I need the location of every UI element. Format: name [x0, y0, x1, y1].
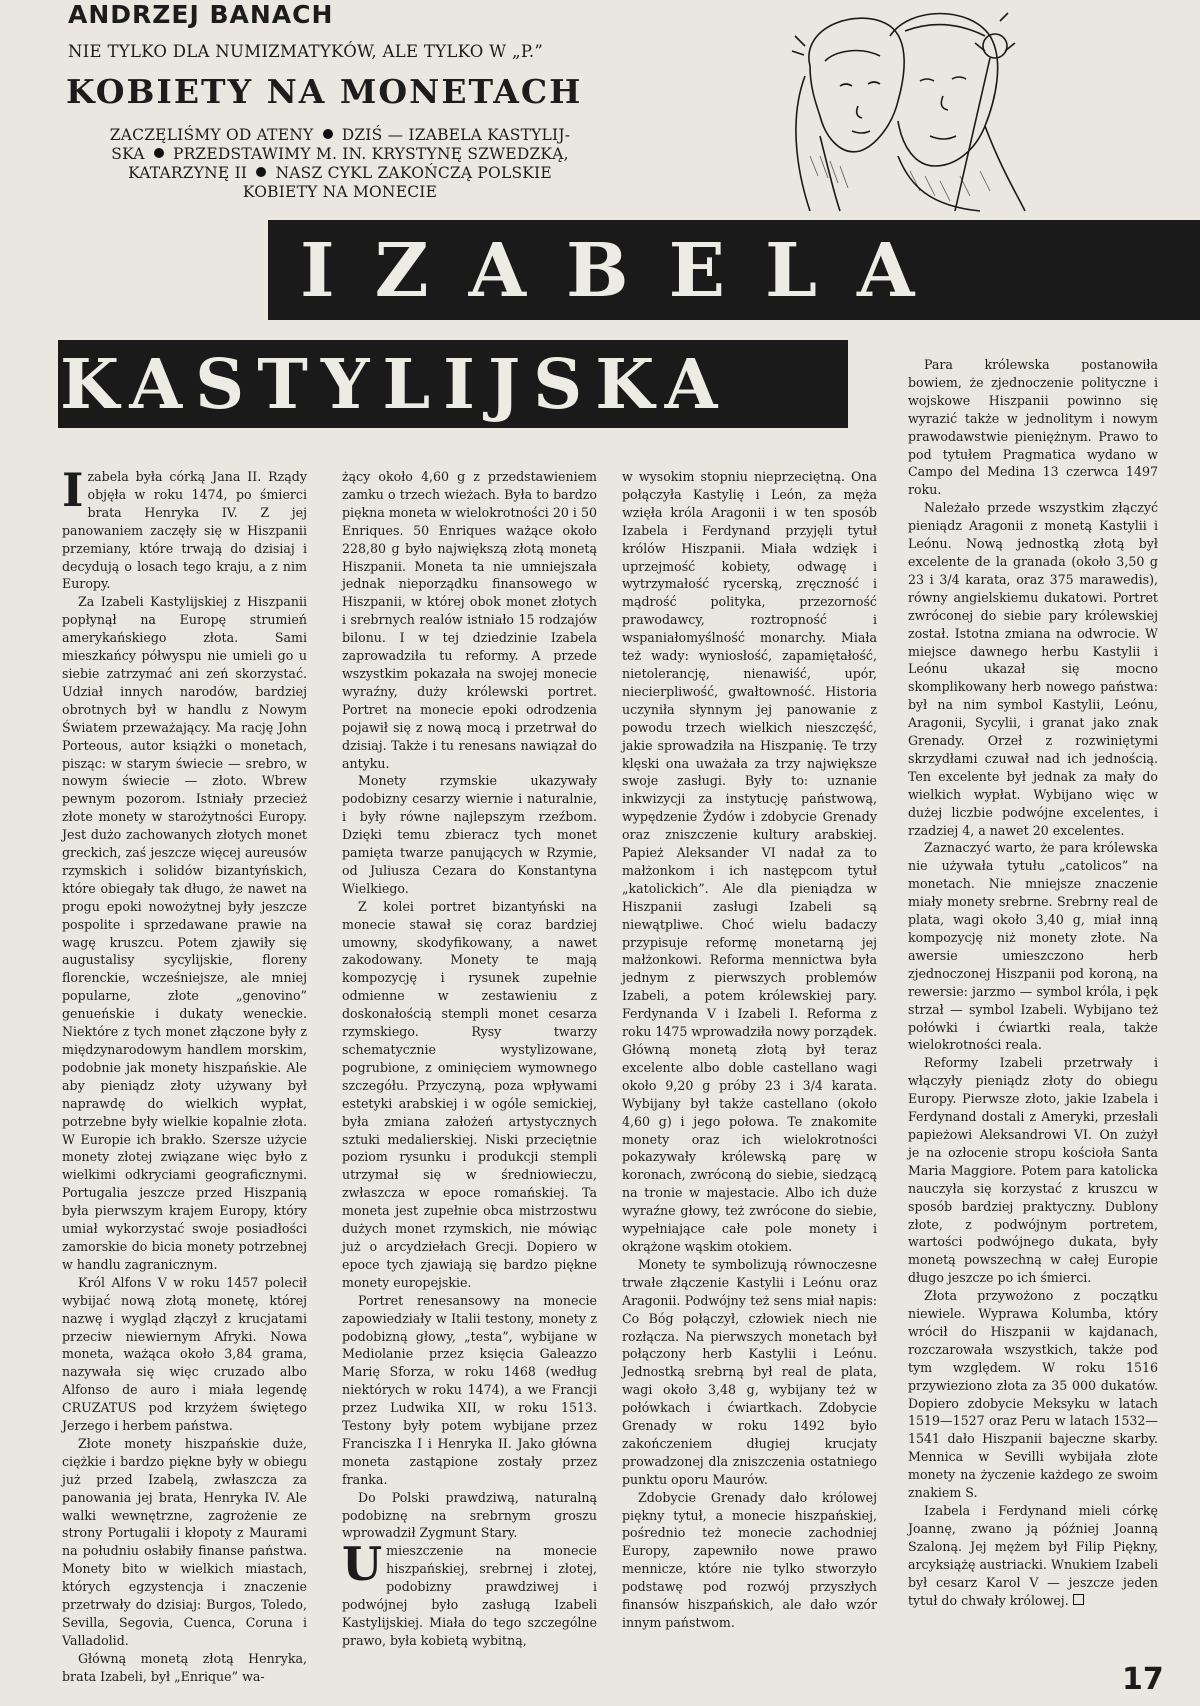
- deck-text: NASZ CYKL ZAKOŃCZĄ POLSKIE: [275, 164, 552, 182]
- paragraph: żący około 4,60 g z przedstawieniem zamku o trzech wieżach. Była to bardzo piękna moneta w wielokrotności 20 i 50 Enriques. 50 Enriques ważące około 228,80 g było największą złotą monetą Hiszpanii. Moneta ta nie umniejszała jednak nieporządku finansowego w Hiszpanii, w której obok monet złotych i srebrnych realów istniało 15 rodzajów bilonu. I w tej dziedzinie Izabela zaprowadziła tu reformy. A przede wszystkim pokazała na swojej monecie wyraźny, duży królewski portret. Portret na monecie epoki odrodzenia pojawił się z nową mocą i przetrwał do dzisiaj. Także i tu renesans nawiązał do antyku.: [342, 469, 597, 771]
- paragraph: Para królewska postanowiła bowiem, że zjednoczenie polityczne i wojskowe Hiszpanii powinno się wyrazić także w jednolitym i nowym prawodawstwie pieniężnym. Prawo to pod tytułem Pragmatica wydano w Campo del Medina 13 czerwca 1497 roku.: [908, 357, 1158, 498]
- paragraph: Z kolei portret bizantyński na monecie stawał się coraz bardziej umowny, skodyfikowany, a nawet zakodowany. Monety te mają kompozycję i rysunek zupełnie odmienne w zestawieniu z doskonałością stempli monet cesarza rzymskiego. Rysy twarzy schematycznie wystylizowane, pogrubione, z ominięciem wymownego szczegółu. Przyczyną, poza wpływami estetyki arabskiej i w ogóle semickiej, była zmiana założeń artystycznych sztuki medalierskiej. Niski przeciętnie poziom rysunku i produkcji stempli utrzymał się w średniowieczu, zwłaszcza w epoce romańskiej. Ta moneta jest zupełnie obca mistrzostwu dużych monet rzymskich, nie mówiąc już o arcydziełach Grecji. Dopiero w epoce tych zjawiają się bardzo piękne monety europejskie.: [342, 898, 597, 1290]
- paragraph: Główną monetą złotą Henryka, brata Izabeli, był „Enrique” wa-: [62, 1650, 307, 1684]
- deck-line-1: [60, 126, 620, 145]
- deck-text: SKA: [111, 145, 145, 163]
- paragraph: Należało przede wszystkim złączyć pieniądz Aragonii z monetą Kastylii i Leónu. Nową jednostką złotą był excelente de la granada (około 3,50 g 23 i 3/4 karata, oraz 375 marawedis), równy angielskiemu dukatowi. Portret zwróconej do siebie pary królewskiej został. Istotna zmiana na odwrocie. W miejsce dawnego herbu Kastylii i Leónu ukazał się mocno skomplikowany herb nowego państwa: był na nim symbol Kastylii, Leónu, Aragonii, Sycylii, i granat jako znak Grenady. Orzeł z rozwiniętymi skrzydłami czuwał nad ich jednością. Ten excelente był jednak za mały do wielkich wypłat. Wybijano więc w dużej liczbie podwójne excelentes, i rzadziej 4, a nawet 20 excelentes.: [908, 500, 1158, 838]
- title-word-izabela: IZABELA: [300, 228, 955, 314]
- page-number: 17: [1122, 1662, 1164, 1697]
- drop-cap: I: [62, 463, 84, 517]
- paragraph: Król Alfons V w roku 1457 polecił wybijać nową złotą monetę, której nazwę i wygląd złączył z krucjatami przeciw niewiernym Afryki. Nowa moneta, ważąca około 3,84 grama, nazywała się więc cruzado albo Alfonso de auro i miała legendę CRUZATUS pod krzyżem świętego Jerzego i herbem państwa.: [62, 1274, 307, 1434]
- end-mark-icon: [1073, 1594, 1084, 1605]
- paragraph: Złote monety hiszpańskie duże, ciężkie i bardzo piękne były w obiegu już przed Izabelą, zwłaszcza za panowania jej brata, Henryka IV. Ale walki wewnętrzne, zagrożenie ze strony Portugalii i kłopoty z Maurami na południu osłabiły finanse państwa. Monety bito w wielkich miastach, których egzystencja i znaczenie przetrwały do dzisiaj: Burgos, Toledo, Sevilla, Segovia, Cuenca, Coruna i Valladolid.: [62, 1435, 307, 1648]
- article-column-1: [62, 463, 307, 1686]
- deck-text: DZIŚ — IZABELA KASTYLIJ-: [341, 126, 571, 144]
- bullet-icon: [154, 148, 164, 158]
- paragraph: Złota przywożono z początku niewiele. Wyprawa Kolumba, który wrócił do Hiszpanii w kajdanach, rozczarowała wszystkich, także pod tym względem. W roku 1516 przywieziono złota za 35 000 dukatów. Dopiero zdobycie Meksyku w latach 1519—1527 oraz Peru w latach 1532—1541 dało Hiszpanii bajeczne skarby. Mennica w Sevilli wybijała złote monety na życzenie każdego ze swoim znakiem S.: [908, 1288, 1158, 1501]
- deck-text: KATARZYNĘ II: [128, 164, 248, 182]
- drop-cap: U: [342, 1537, 383, 1592]
- deck: [60, 126, 620, 202]
- bullet-icon: [323, 129, 333, 139]
- kicker: NIE TYLKO DLA NUMIZMATYKÓW, ALE TYLKO W „P.”: [68, 42, 544, 61]
- paragraph: [62, 463, 307, 593]
- paragraph: Za Izabeli Kastylijskiej z Hiszpanii popłynął na Europę strumień amerykańskiego złota. Sami mieszkańcy półwyspu nie umieli go u siebie zatrzymać ani zeń skorzystać. Udział innych narodów, bardziej obrotnych był w handlu z Nowym Światem przeważający. Ma rację John Porteous, autor książki o monetach, pisząc: w starym świecie — srebro, w nowym świecie — złoto. Wbrew pewnym pozorom. Istniały przecież złote monety w starożytności Europy. Jest dużo zachowanych złotych monet greckich, zaś jeszcze więcej aureusów rzymskich i solidów bizantyńskich, które obiegały tak długo, że nawet na progu epoki nowożytnej były jeszcze pospolite i sprzedawane prawie na wagę kruszcu. Potem zjawiły się augustalisy sycylijskie, floreny florenckie, wcześniejsze, ale mniej popularne, złote „genovino” genueńskie i dukaty weneckie. Niektóre z tych monet złączone były z międzynarodowym handlem morskim, podobnie jak monety hiszpańskie. Ale aby pieniądz złoty używany był naprawdę do wielkich wypłat, potrzebne były wielkie kopalnie złota. W Europie ich brakło. Szersze użycie monety złotej związane więc było z wielkimi odkryciami geograficznymi. Portugalia jeszcze przed Hiszpanią była pierwszym krajem Europy, który umiał wykorzystać swoje posiadłości zamorskie do bicia monety potrzebnej w handlu zagranicznym.: [62, 594, 307, 1272]
- paragraph: [342, 1537, 597, 1649]
- article-column-2: [342, 468, 597, 1650]
- deck-text: PRZEDSTAWIMY M. IN. KRYSTYNĘ SZWEDZKĄ,: [172, 145, 569, 163]
- paragraph-text: mieszczenie na monecie hiszpańskiej, srebrnej i złotej, podobizny prawdziwej i podwójnej było zasługą Izabeli Kastylijskiej. Miała do tego szczególne prawo, była kobietą wybitną,: [342, 1543, 597, 1648]
- paragraph: Portret renesansowy na monecie zapowiedziały w Italii testony, monety z podobizną głowy, „testa”, wybijane w Mediolanie przez księcia Galeazzo Marię Sforza, w roku 1468 (według niektórych w roku 1474), a we Francji przez Ludwika XII, w roku 1513. Testony były potem wybijane przez Franciszka I i Henryka II. Jako główna moneta zastąpione zostały przez franka.: [342, 1292, 597, 1487]
- paragraph-text: Izabela i Ferdynand mieli córkę Joannę, zwano ją później Joanną Szaloną. Jej mężem był Filip Piękny, arcyksiążę austriacki. Wnukiem Izabeli był cesarz Karol V — jeszcze jeden tytuł do chwały królowej.: [908, 1503, 1158, 1608]
- headline: KOBIETY NA MONETACH: [66, 72, 583, 111]
- bullet-icon: [256, 167, 266, 177]
- paragraph-text: zabela była córką Jana II. Rządy objęła w roku 1474, po śmierci brata Henryka IV. Z jej panowaniem zaczęły się w Hiszpanii przemiany, które trwają do dzisiaj i decydują o losach tego kraju, a z nim Europy.: [62, 469, 307, 592]
- article-column-4: [908, 356, 1158, 1609]
- article-column-3: [622, 468, 877, 1632]
- paragraph: Do Polski prawdziwą, naturalną podobiznę na srebrnym groszu wprowadził Zygmunt Stary.: [342, 1489, 597, 1541]
- paragraph: Zaznaczyć warto, że para królewska nie używała tytułu „catolicos” na monetach. Nie mniejsze znaczenie miały monety srebrne. Srebrny real de plata, wagi około 3,40 g, miał inną kompozycję niż monety złote. Na awersie umieszczono herb zjednoczonej Hiszpanii pod koroną, na rewersie: jarzmo — symbol króla, i pęk strzał — symbol Izabeli. Wybijano też połówki i ćwiartki reala, także wielokrotności reala.: [908, 840, 1158, 1053]
- paragraph: Reformy Izabeli przetrwały i włączyły pieniądz złoty do obiegu Europy. Pierwsze złoto, jakie Izabela i Ferdynand dostali z Ameryki, przesłali papieżowi Aleksandrowi VI. On zużył je na ozłocenie stropu kościoła Santa Maria Maggiore. Potem para katolicka nauczyła się korzystać z kruszcu w sposób bardziej praktyczny. Dublony złote, z podwójnym portretem, wartości podwójnego dukata, były monetą powszechną w całej Europie długo jeszcze po ich śmierci.: [908, 1055, 1158, 1286]
- paragraph: Monety rzymskie ukazywały podobizny cesarzy wiernie i naturalnie, i były równe najlepszym rzeźbom. Dzięki temu zbieracz tych monet pamięta twarze panujących w Rzymie, od Juliusza Cezara do Konstantyna Wielkiego.: [342, 773, 597, 896]
- title-word-kastylijska: KASTYLIJSKA: [60, 345, 731, 425]
- deck-line-3: [60, 164, 620, 183]
- author-name: ANDRZEJ BANACH: [68, 0, 334, 29]
- portrait-illustration: [780, 6, 1030, 216]
- paragraph: w wysokim stopniu nieprzeciętną. Ona połączyła Kastylię i León, za męża wzięła króla Aragonii i w ten sposób Izabela i Ferdynand przyjęli tytuł królów Hiszpanii. Miała wdzięk i uprzejmość kobiety, odwagę i wytrzymałość rycerską, zręczność i mądrość polityka, przezorność prawodawcy, roztropność i wspaniałomyślność monarchy. Miała też wady: wyniosłość, zapamiętałość, nietolerancję, nienawiść, upór, niecierpliwość, gwałtowność. Historia uczyniła słynnym jej panowanie z powodu trzech wielkich nieszczęść, jakie sprowadziła na Hiszpanię. Te trzy klęski ona uważała za trzy największe swoje zasługi. Były to: uznanie inkwizycji za instytucję państwową, wypędzenie Żydów i zdobycie Grenady oraz zniszczenie kultury arabskiej. Papież Aleksander VI nadał za to małżonkom i ich następcom tytuł „katolickich”. Ale dla pieniądza w Hiszpanii zasługi Izabeli są niewątpliwe. Choć wielu badaczy przypisuje reformę monetarną jej małżonkowi. Reforma mennictwa była jednym z pierwszych problemów Izabeli, a potem królewskiej pary. Ferdynanda V i Izabeli I. Reforma z roku 1475 wprowadziła nowy porządek. Główną monetą złotą był teraz excelente albo doble castellano wagi około 9,20 g próby 23 i 3/4 karata. Wybijany był także castellano (około 4,60 g) i jego połowa. Te znakomite monety oraz ich wielokrotności pokazywały królewską parę w koronach, zwróconą do siebie, siedzącą na tronie w majestacie. Albo ich duże wyraźne głowy, też zwrócone do siebie, wypełniające całe pole monety i okrążone wąskim otokiem.: [622, 469, 877, 1254]
- deck-line-2: [60, 145, 620, 164]
- deck-line-4: KOBIETY NA MONECIE: [242, 183, 438, 201]
- deck-text: ZACZĘLIŚMY OD ATENY: [109, 126, 314, 144]
- paragraph: [908, 1502, 1158, 1609]
- paragraph: Monety te symbolizują równoczesne trwałe złączenie Kastylii i Leónu oraz Aragonii. Podwójny też sens miał napis: Co Bóg połączył, człowiek niech nie rozłącza. Na pierwszych monetach był połączony herb Kastylii i Leónu. Jednostką srebrną był real de plata, wagi około 3,48 g, wybijany też w połówkach i ćwiartkach. Zdobycie Grenady w roku 1492 było zakończeniem długiej krucjaty prowadzonej dla zniszczenia ostatniego punktu oporu Maurów.: [622, 1256, 877, 1487]
- paragraph: Zdobycie Grenady dało królowej piękny tytuł, a monecie hiszpańskiej, pośrednio też monecie zachodniej Europy, zapewniło nowe prawo mennicze, które nie tylko stworzyło podstawę pod rozwój przyszłych finansów hiszpańskich, ale dało wzór innym państwom.: [622, 1489, 877, 1630]
